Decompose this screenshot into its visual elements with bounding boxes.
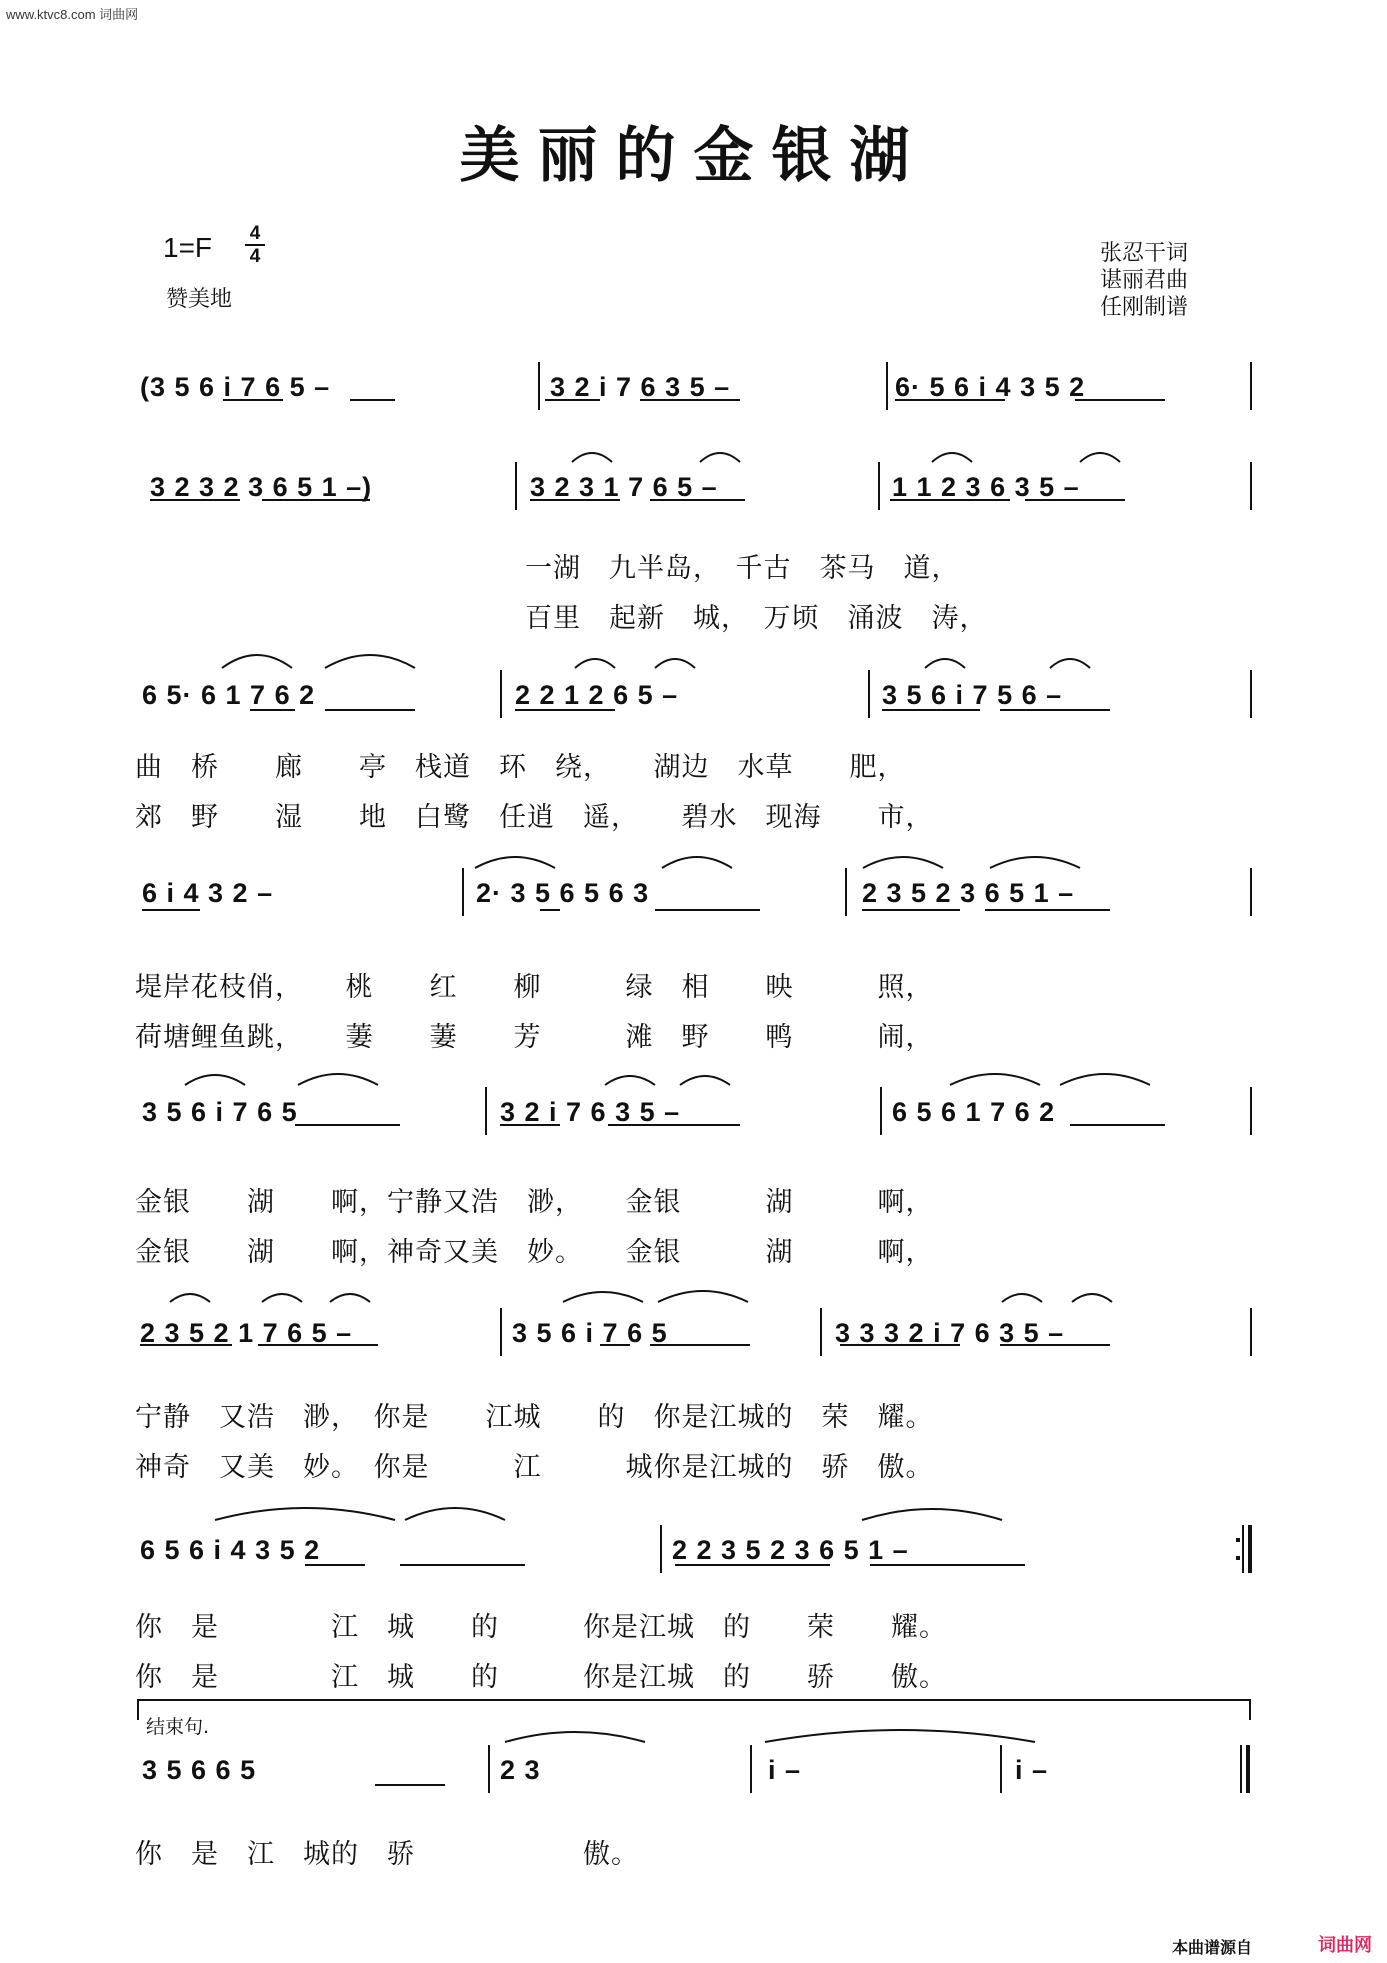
notes-line-4-bar-2: 2· 3 5 6 5 6 3: [476, 878, 650, 908]
notes-line-3-bar-2: 2 2 1 2 6 5 –: [515, 680, 679, 710]
notes-line-5-bar-1: 3 5 6 i 7 6 5: [142, 1097, 298, 1127]
notes-line-1-bar-2: 3 2 i 7 6 3 5 –: [550, 372, 731, 402]
notes-line-6-bar-2: 3 5 6 i 7 6 5: [512, 1318, 668, 1348]
time-signature-bottom: 4: [249, 246, 261, 267]
lyrics-line-2-verse-2: 百里 起新 城， 万顷 涌波 涛，: [525, 603, 988, 634]
footer-source: 本曲谱源自: [1172, 1938, 1253, 1957]
lyrics-line-7-verse-2: 你 是 江 城 的 你是江城 的 骄 傲。: [135, 1662, 947, 1693]
composer: 谌丽君曲: [1100, 268, 1189, 293]
time-signature: [245, 224, 265, 266]
lyrics-line-6-verse-1: 宁静 又浩 渺， 你是 江城 的 你是江城的 荣 耀。: [135, 1402, 934, 1433]
lyrics-line-6-verse-2: 神奇 又美 妙。 你是 江 城你是江城的 骄 傲。: [135, 1452, 934, 1483]
tempo-marking: 赞美地: [166, 287, 233, 312]
notes-ending-bar-4: i –: [1015, 1755, 1049, 1785]
notes-line-3-bar-3: 3 5 6 i 7 5 6 –: [882, 680, 1063, 710]
lyrics-line-4-verse-2: 荷塘鲤鱼跳， 萋 萋 芳 滩 野 鸭 闹，: [135, 1022, 934, 1053]
notes-ending-bar-3: i –: [768, 1755, 802, 1785]
notes-line-7-bar-2: 2 2 3 5 2 3 6 5 1 –: [672, 1535, 909, 1565]
notes-line-5-bar-3: 6 5 6 1 7 6 2: [892, 1097, 1056, 1127]
lyrics-ending: 你 是 江 城的 骄 傲。: [135, 1839, 639, 1870]
notes-line-3-bar-1: 6 5· 6 1 7 6 2: [142, 680, 316, 710]
time-signature-top: 4: [249, 223, 261, 244]
lyrics-line-2-verse-1: 一湖 九半岛， 千古 茶马 道，: [525, 553, 960, 584]
footer-logo[interactable]: 词曲网: [1318, 1935, 1372, 1956]
notes-line-4-bar-1: 6 i 4 3 2 –: [142, 878, 274, 908]
lyrics-line-7-verse-1: 你 是 江 城 的 你是江城 的 荣 耀。: [135, 1612, 947, 1643]
lyrics-line-4-verse-1: 堤岸花枝俏， 桃 红 柳 绿 相 映 照，: [135, 972, 934, 1003]
key-signature: 1=F: [163, 232, 213, 263]
lyricist: 张忍干词: [1100, 241, 1189, 266]
lyrics-line-3-verse-2: 郊 野 湿 地 白鹭 任逍 遥， 碧水 现海 市，: [135, 802, 934, 833]
notes-line-1-bar-1: (3 5 6 i 7 6 5 –: [140, 372, 331, 402]
lyrics-line-5-verse-2: 金银 湖 啊，神奇又美 妙。 金银 湖 啊，: [135, 1237, 934, 1268]
notes-line-6-bar-3: 3 3 3 2 i 7 6 3 5 –: [835, 1318, 1065, 1348]
song-title: 美丽的金银湖: [459, 121, 928, 191]
credits: [1100, 240, 1188, 321]
notes-line-2-bar-3: 1 1 2 3 6 3 5 –: [892, 472, 1080, 502]
notes-line-6-bar-1: 2 3 5 2 1 7 6 5 –: [140, 1318, 353, 1348]
notes-line-2-bar-2: 3 2 3 1 7 6 5 –: [530, 472, 718, 502]
ending-label: 结束句.: [146, 1716, 210, 1738]
notes-line-2-bar-1: 3 2 3 2 3 6 5 1 –): [150, 472, 373, 502]
notes-line-7-bar-1: 6 5 6 i 4 3 5 2: [140, 1535, 321, 1565]
lyrics-line-5-verse-1: 金银 湖 啊，宁静又浩 渺， 金银 湖 啊，: [135, 1187, 934, 1218]
notes-line-4-bar-3: 2 3 5 2 3 6 5 1 –: [862, 878, 1075, 908]
notes-line-1-bar-3: 6· 5 6 i 4 3 5 2: [895, 372, 1086, 402]
notes-ending-bar-2: 2 3: [500, 1755, 541, 1785]
notes-ending-bar-1: 3 5 6 6 5: [142, 1755, 257, 1785]
lyrics-line-3-verse-1: 曲 桥 廊 亭 栈道 环 绕， 湖边 水草 肥，: [135, 752, 906, 783]
notes-line-5-bar-2: 3 2 i 7 6 3 5 –: [500, 1097, 681, 1127]
site-watermark: www.ktvc8.com 词曲网: [6, 7, 139, 22]
transcriber: 任刚制谱: [1100, 295, 1189, 320]
